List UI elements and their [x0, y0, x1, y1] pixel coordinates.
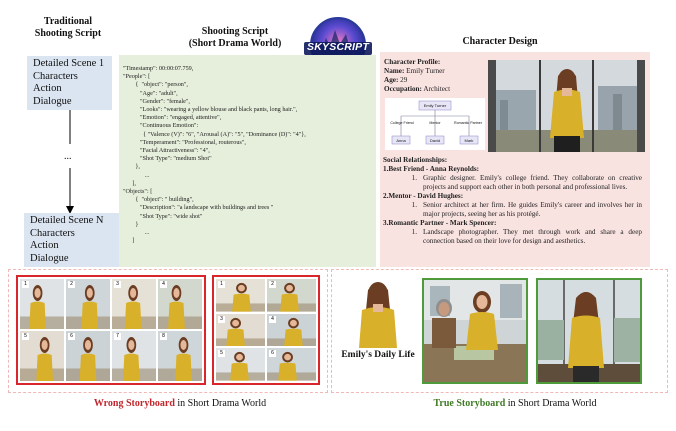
- script-line: "Description": "a landscape with buildings and trees ": [123, 204, 274, 212]
- shooting-title-line2: (Short Drama World): [188, 38, 282, 49]
- social-relationships: [383, 156, 646, 246]
- script-line: },: [123, 163, 140, 171]
- scene-1-characters: Characters: [33, 70, 78, 82]
- character-portrait: [488, 60, 645, 152]
- script-line: "Objects": [: [123, 188, 153, 196]
- script-line: "Facial Attractiveness": "4",: [123, 147, 210, 155]
- rel3-text: Landscape photographer. They met through work and share a deep connection based on their love for design and aesthetics.: [423, 228, 642, 245]
- tree-root: Emily Turner: [423, 103, 447, 108]
- thumbnail-number: 1: [22, 281, 29, 288]
- rel1-text: Graphic designer. Emily's college friend. They collaborate on creative projects and support each other in both personal and professional lives.: [423, 174, 642, 191]
- storyboard-thumbnail: [20, 331, 64, 381]
- script-line: "Emotion": "engaged, attentive",: [123, 114, 222, 122]
- script-line: ...: [123, 229, 150, 237]
- wrong-storyboard-a: [16, 275, 206, 385]
- scene-1-title: Detailed Scene 1: [33, 58, 105, 69]
- rel2-number: 1.: [411, 201, 417, 209]
- scene-n-box: [24, 213, 119, 267]
- scene-1-dialogue: Dialogue: [33, 95, 72, 107]
- script-line: ],: [123, 179, 136, 187]
- profile-label: Character Profile:: [384, 58, 441, 66]
- script-line: "Temperament": "Professional, routerous",: [123, 138, 246, 146]
- storyboard-thumbnail: [66, 279, 110, 329]
- storyboard-thumbnail: [20, 279, 64, 329]
- daily-life-label: Emily's Daily Life: [341, 350, 415, 360]
- true-frame-2-scene: [538, 280, 640, 382]
- storyboard-thumbnail: [216, 279, 265, 312]
- script-line: { "object": "person",: [123, 81, 188, 89]
- script-line: ...: [123, 171, 150, 179]
- thumbnail-number: 5: [218, 350, 225, 357]
- script-line: "People": [: [123, 73, 151, 81]
- thumbnail-number: 3: [218, 316, 225, 323]
- thumbnail-number: 8: [160, 333, 167, 340]
- true-storyboard-caption: [400, 398, 630, 409]
- name-label: Name:: [384, 67, 405, 75]
- script-line: "Age": "adult",: [123, 89, 178, 97]
- script-line: "Timestamp": 00:00:07.759,: [123, 65, 194, 72]
- true-suffix: in Short Drama World: [505, 398, 597, 409]
- script-line: "Shot Type": "wide shot": [123, 212, 203, 220]
- relationship-tree: [385, 98, 485, 150]
- true-portrait-figure: [347, 276, 409, 348]
- scene-1-box: [27, 56, 112, 110]
- storyboard-thumbnail: [267, 348, 316, 381]
- thumbnail-number: 4: [269, 316, 276, 323]
- rel2-heading: 2.Mentor - David Hughes:: [383, 192, 464, 200]
- true-frame-1-scene: [424, 280, 526, 382]
- storyboard-thumbnail: [216, 314, 265, 347]
- thumbnail-number: 4: [160, 281, 167, 288]
- tree-leaf-1: Anna: [396, 138, 406, 143]
- thumbnail-number: 3: [114, 281, 121, 288]
- occupation-label: Occupation:: [384, 85, 422, 93]
- traditional-title: [20, 16, 116, 40]
- social-title: Social Relationships:: [383, 156, 448, 164]
- storyboard-thumbnail: [66, 331, 110, 381]
- rel3-heading: 3.Romantic Partner - Mark Spencer:: [383, 219, 497, 227]
- thumbnail-number: 5: [22, 333, 29, 340]
- script-code: [123, 65, 373, 245]
- script-line: "Continuous Emotion":: [123, 122, 199, 130]
- thumbnail-number: 6: [68, 333, 75, 340]
- rel2-item: [383, 201, 646, 219]
- shooting-title-line1: Shooting Script: [201, 26, 269, 37]
- scene-n-title: Detailed Scene N: [30, 215, 104, 226]
- thumbnail-number: 2: [269, 281, 276, 288]
- traditional-title-line2: Shooting Script: [34, 28, 102, 39]
- wrong-storyboard-b: [212, 275, 320, 385]
- true-frame-2: [536, 278, 642, 384]
- script-line: }: [123, 220, 139, 228]
- storyboard-thumbnail: [267, 314, 316, 347]
- scene-n-characters: Characters: [30, 227, 75, 239]
- wrong-suffix: in Short Drama World: [174, 398, 267, 409]
- scene-1-action: Action: [33, 83, 62, 94]
- storyboard-thumbnail: [216, 348, 265, 381]
- portrait-scene: [488, 60, 645, 152]
- storyboard-thumbnail: [158, 331, 202, 381]
- logo-main-text: SKYSCRIPT: [307, 41, 369, 53]
- scene-n-dialogue: Dialogue: [30, 252, 69, 264]
- true-portrait: [347, 276, 409, 348]
- true-label: True Storyboard: [433, 398, 506, 409]
- scene-ellipsis: ...: [64, 151, 72, 162]
- age-label: Age:: [384, 76, 399, 84]
- script-line: ]: [123, 237, 135, 245]
- tree-relation-3: Romantic Partner: [454, 121, 482, 125]
- rel3-item: [383, 228, 646, 246]
- tree-leaf-3: Mark: [464, 138, 474, 143]
- thumbnail-number: 2: [68, 281, 75, 288]
- script-line: "Gender": "female",: [123, 97, 190, 105]
- flow-arrow: [60, 110, 80, 214]
- rel1-number: 1.: [411, 174, 417, 182]
- character-design-title: Character Design: [462, 36, 538, 47]
- name-value: Emily Turner: [406, 67, 445, 75]
- storyboard-thumbnail: [158, 279, 202, 329]
- shooting-title: [170, 26, 300, 50]
- script-line: { "object": " building",: [123, 196, 194, 204]
- wrong-label: Wrong Storyboard: [93, 398, 175, 409]
- rel1-item: [383, 174, 646, 192]
- storyboard-thumbnail: [267, 279, 316, 312]
- thumbnail-number: 6: [269, 350, 276, 357]
- wrong-storyboard-caption: [60, 398, 300, 409]
- script-line: "Looks": "wearing a yellow blouse and black pants, long hair.",: [123, 106, 298, 114]
- tree-relation-2: Mentor: [429, 121, 441, 125]
- thumbnail-number: 7: [114, 333, 121, 340]
- rel3-number: 1.: [411, 228, 417, 236]
- wrong-storyboard-a-grid: [20, 279, 202, 381]
- traditional-title-line1: Traditional: [43, 16, 93, 27]
- wrong-storyboard-b-grid: [216, 279, 316, 381]
- script-line: "Shot Type": "medium Shot": [123, 155, 212, 163]
- age-value: 29: [400, 76, 408, 84]
- thumbnail-number: 1: [218, 281, 225, 288]
- storyboard-thumbnail: [112, 331, 156, 381]
- script-line: { "Valence (V)": "6", "Arousal (A)": "5", "Dominance (D)": "4"},: [123, 130, 306, 138]
- tree-leaf-2: David: [429, 138, 441, 143]
- rel2-text: Senior architect at her firm. He guides Emily's career and involves her in major projects, seeing her as his protégé.: [423, 201, 642, 218]
- occupation-value: Architect: [423, 85, 451, 93]
- tree-relation-1: College Friend: [390, 121, 414, 125]
- true-frame-1: [422, 278, 528, 384]
- rel1-heading: 1.Best Friend - Anna Reynolds:: [383, 165, 480, 173]
- storyboard-thumbnail: [112, 279, 156, 329]
- scene-n-action: Action: [30, 240, 59, 251]
